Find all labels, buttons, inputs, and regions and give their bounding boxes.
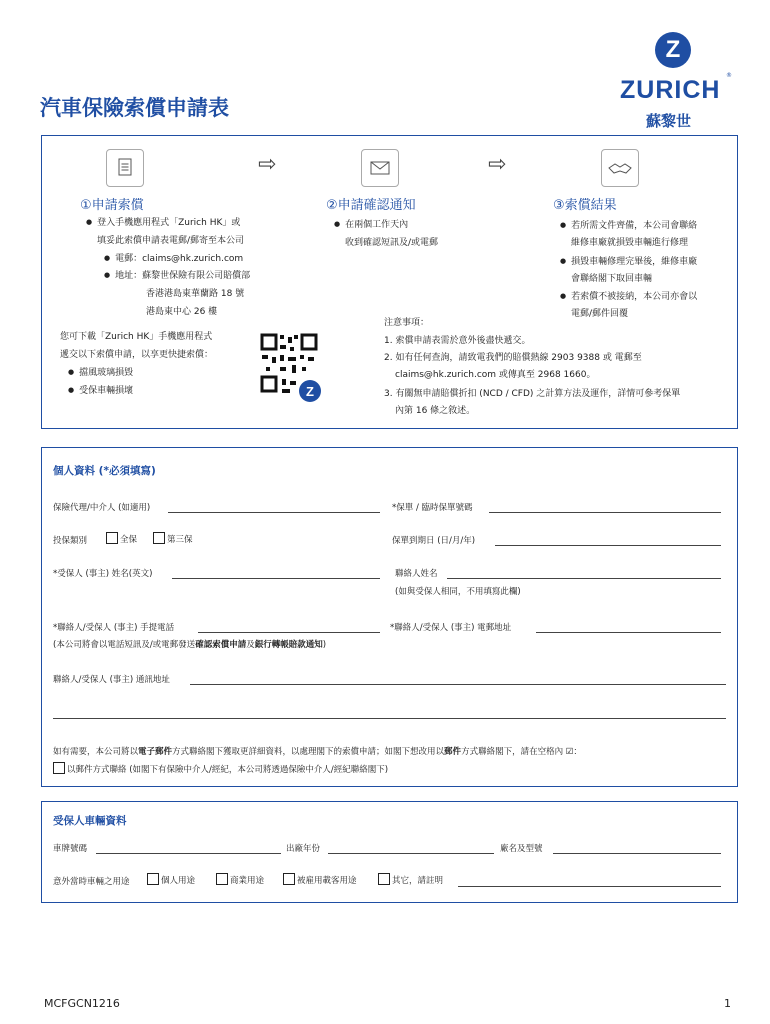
form-code: MCFGCN1216: [44, 997, 120, 1010]
page-number: 1: [724, 997, 731, 1010]
expiry-label: 保單到期日 (日/月/年): [392, 536, 476, 546]
arrow-right-icon: ⇨: [258, 152, 277, 177]
agent-label: 保險代理/中介人 (如適用): [53, 503, 151, 513]
consent-text: 如有需要，本公司將以電子郵件方式聯絡閣下獲取更詳細資料，以處理閣下的索償申請；如閣下想改用以郵件方式聯絡閣下，請在空格內 ☑：: [53, 747, 582, 757]
comprehensive-checkbox[interactable]: [106, 532, 118, 544]
contact-name-label: 聯絡人姓名: [395, 569, 438, 579]
usage-other-field[interactable]: [458, 886, 721, 887]
insured-name-field[interactable]: [172, 578, 380, 579]
step2-title: ②申請確認通知: [326, 198, 416, 213]
email-field[interactable]: [536, 632, 721, 633]
address-label: 聯絡人/受保人 (事主) 通訊地址: [53, 675, 170, 685]
step1-line1: ● 登入手機應用程式「Zurich HK」或: [86, 217, 240, 229]
year-label: 出廠年份: [286, 844, 321, 854]
arrow-right-icon: ⇨: [488, 152, 507, 177]
contact-name-note: (如與受保人相同，不用填寫此欄): [395, 587, 521, 597]
note-3a: 3. 有關無申請賠償折扣 (NCD / CFD) 之計算方法及運作，詳情可參考保單: [384, 389, 681, 399]
step1-line2: 填妥此索償申請表電郵/郵寄至本公司: [97, 236, 245, 246]
document-icon: [106, 149, 144, 187]
policy-number-field[interactable]: [489, 512, 721, 513]
email-label: *聯絡人/受保人 (事主) 電郵地址: [390, 623, 512, 633]
step1-title: ①申請索償: [80, 198, 144, 213]
step3-bullet2-a: ● 損毀車輛修理完畢後，維修車廠: [560, 256, 697, 268]
mail-contact-option[interactable]: 以郵件方式聯絡 (如閣下有保險中介人/經紀，本公司將透過保險中介人/經紀聯絡閣下): [53, 762, 388, 775]
address-field-line1[interactable]: [190, 684, 726, 685]
usage-other-option[interactable]: 其它，請註明: [378, 873, 443, 886]
usage-personal-option[interactable]: 個人用途: [147, 873, 195, 886]
personal-info-section: [41, 447, 738, 787]
policy-number-label: *保單 / 臨時保單號碼: [392, 503, 473, 513]
mail-contact-checkbox[interactable]: [53, 762, 65, 774]
note-2b: claims@hk.zurich.com 或傳真至 2968 1660。: [395, 370, 596, 380]
handshake-icon: [601, 149, 639, 187]
step1-address-line1: ● 地址：蘇黎世保險有限公司賠償部: [104, 270, 250, 282]
mobile-note: (本公司將會以電話短訊及/或電郵發送確認索償申請及銀行轉帳賠款通知): [53, 640, 327, 650]
usage-other-checkbox[interactable]: [378, 873, 390, 885]
vehicle-info-heading: 受保人車輛資料: [53, 815, 127, 827]
logo-chinese-name: 蘇黎世: [646, 112, 692, 130]
note-2a: 2. 如有任何查詢，請致電我們的賠償熱線 2903 9388 或 電郵至: [384, 353, 642, 363]
note-1: 1. 索償申請表需於意外後盡快遞交。: [384, 336, 531, 346]
usage-hire-option[interactable]: 被雇用載客用途: [283, 873, 357, 886]
logo-registered-mark: ®: [726, 72, 732, 79]
notes-title: 注意事項：: [384, 318, 430, 328]
step2-line2: 收到確認短訊及/或電郵: [345, 238, 439, 248]
make-model-label: 廠名及型號: [500, 844, 543, 854]
step3-bullet1-a: ● 若所需文件齊備，本公司會聯絡: [560, 220, 697, 232]
step2-line1: ● 在兩個工作天內: [334, 219, 408, 231]
mobile-label: *聯絡人/受保人 (事主) 手提電話: [53, 623, 175, 633]
svg-text:Z: Z: [306, 384, 314, 399]
logo-wordmark: ZURICH: [620, 76, 721, 104]
app-line1: 您可下載「Zurich HK」手機應用程式: [60, 332, 213, 342]
usage-commercial-checkbox[interactable]: [216, 873, 228, 885]
step3-title: ③索償結果: [553, 198, 617, 213]
step3-bullet3-b: 電郵/郵件回覆: [571, 309, 629, 319]
plate-field[interactable]: [96, 853, 281, 854]
page-title: 汽車保險索償申請表: [40, 96, 229, 120]
third-party-option[interactable]: 第三保: [153, 532, 193, 545]
mobile-field[interactable]: [198, 632, 380, 633]
step1-address-line2: 香港港島東華蘭路 18 號: [146, 289, 245, 299]
contact-name-field[interactable]: [447, 578, 721, 579]
app-bullet2: ● 受保車輛損壞: [68, 385, 133, 397]
year-field[interactable]: [328, 853, 494, 854]
vehicle-info-section: [41, 801, 738, 903]
plate-label: 車牌號碼: [53, 844, 88, 854]
cover-type-label: 投保類別: [53, 536, 88, 546]
agent-field[interactable]: [168, 512, 380, 513]
app-bullet1: ● 擋風玻璃損毀: [68, 367, 133, 379]
app-line2: 遞交以下索償申請，以享更快捷索償：: [60, 350, 214, 360]
usage-personal-checkbox[interactable]: [147, 873, 159, 885]
qr-code-icon[interactable]: [258, 325, 324, 407]
step1-email: ● 電郵：claims@hk.zurich.com: [104, 253, 243, 265]
note-3b: 內第 16 條之敘述。: [395, 406, 476, 416]
personal-info-heading: 個人資料 (*必須填寫): [53, 465, 156, 477]
usage-hire-checkbox[interactable]: [283, 873, 295, 885]
make-model-field[interactable]: [553, 853, 721, 854]
step3-bullet3-a: ● 若索償不被接納，本公司亦會以: [560, 291, 697, 303]
expiry-field[interactable]: [495, 545, 721, 546]
step1-address-line3: 港島東中心 26 樓: [146, 307, 218, 317]
usage-commercial-option[interactable]: 商業用途: [216, 873, 264, 886]
third-party-checkbox[interactable]: [153, 532, 165, 544]
step3-bullet1-b: 維修車廠就損毀車輛進行修理: [571, 238, 689, 248]
step3-bullet2-b: 會聯絡閣下取回車輛: [571, 274, 653, 284]
zurich-z-icon: Z: [655, 32, 691, 68]
envelope-icon: [361, 149, 399, 187]
insured-name-label: *受保人 (事主) 姓名(英文): [53, 569, 153, 579]
comprehensive-option[interactable]: 全保: [106, 532, 137, 545]
address-field-line2[interactable]: [53, 718, 726, 719]
usage-label: 意外當時車輛之用途: [53, 877, 130, 887]
